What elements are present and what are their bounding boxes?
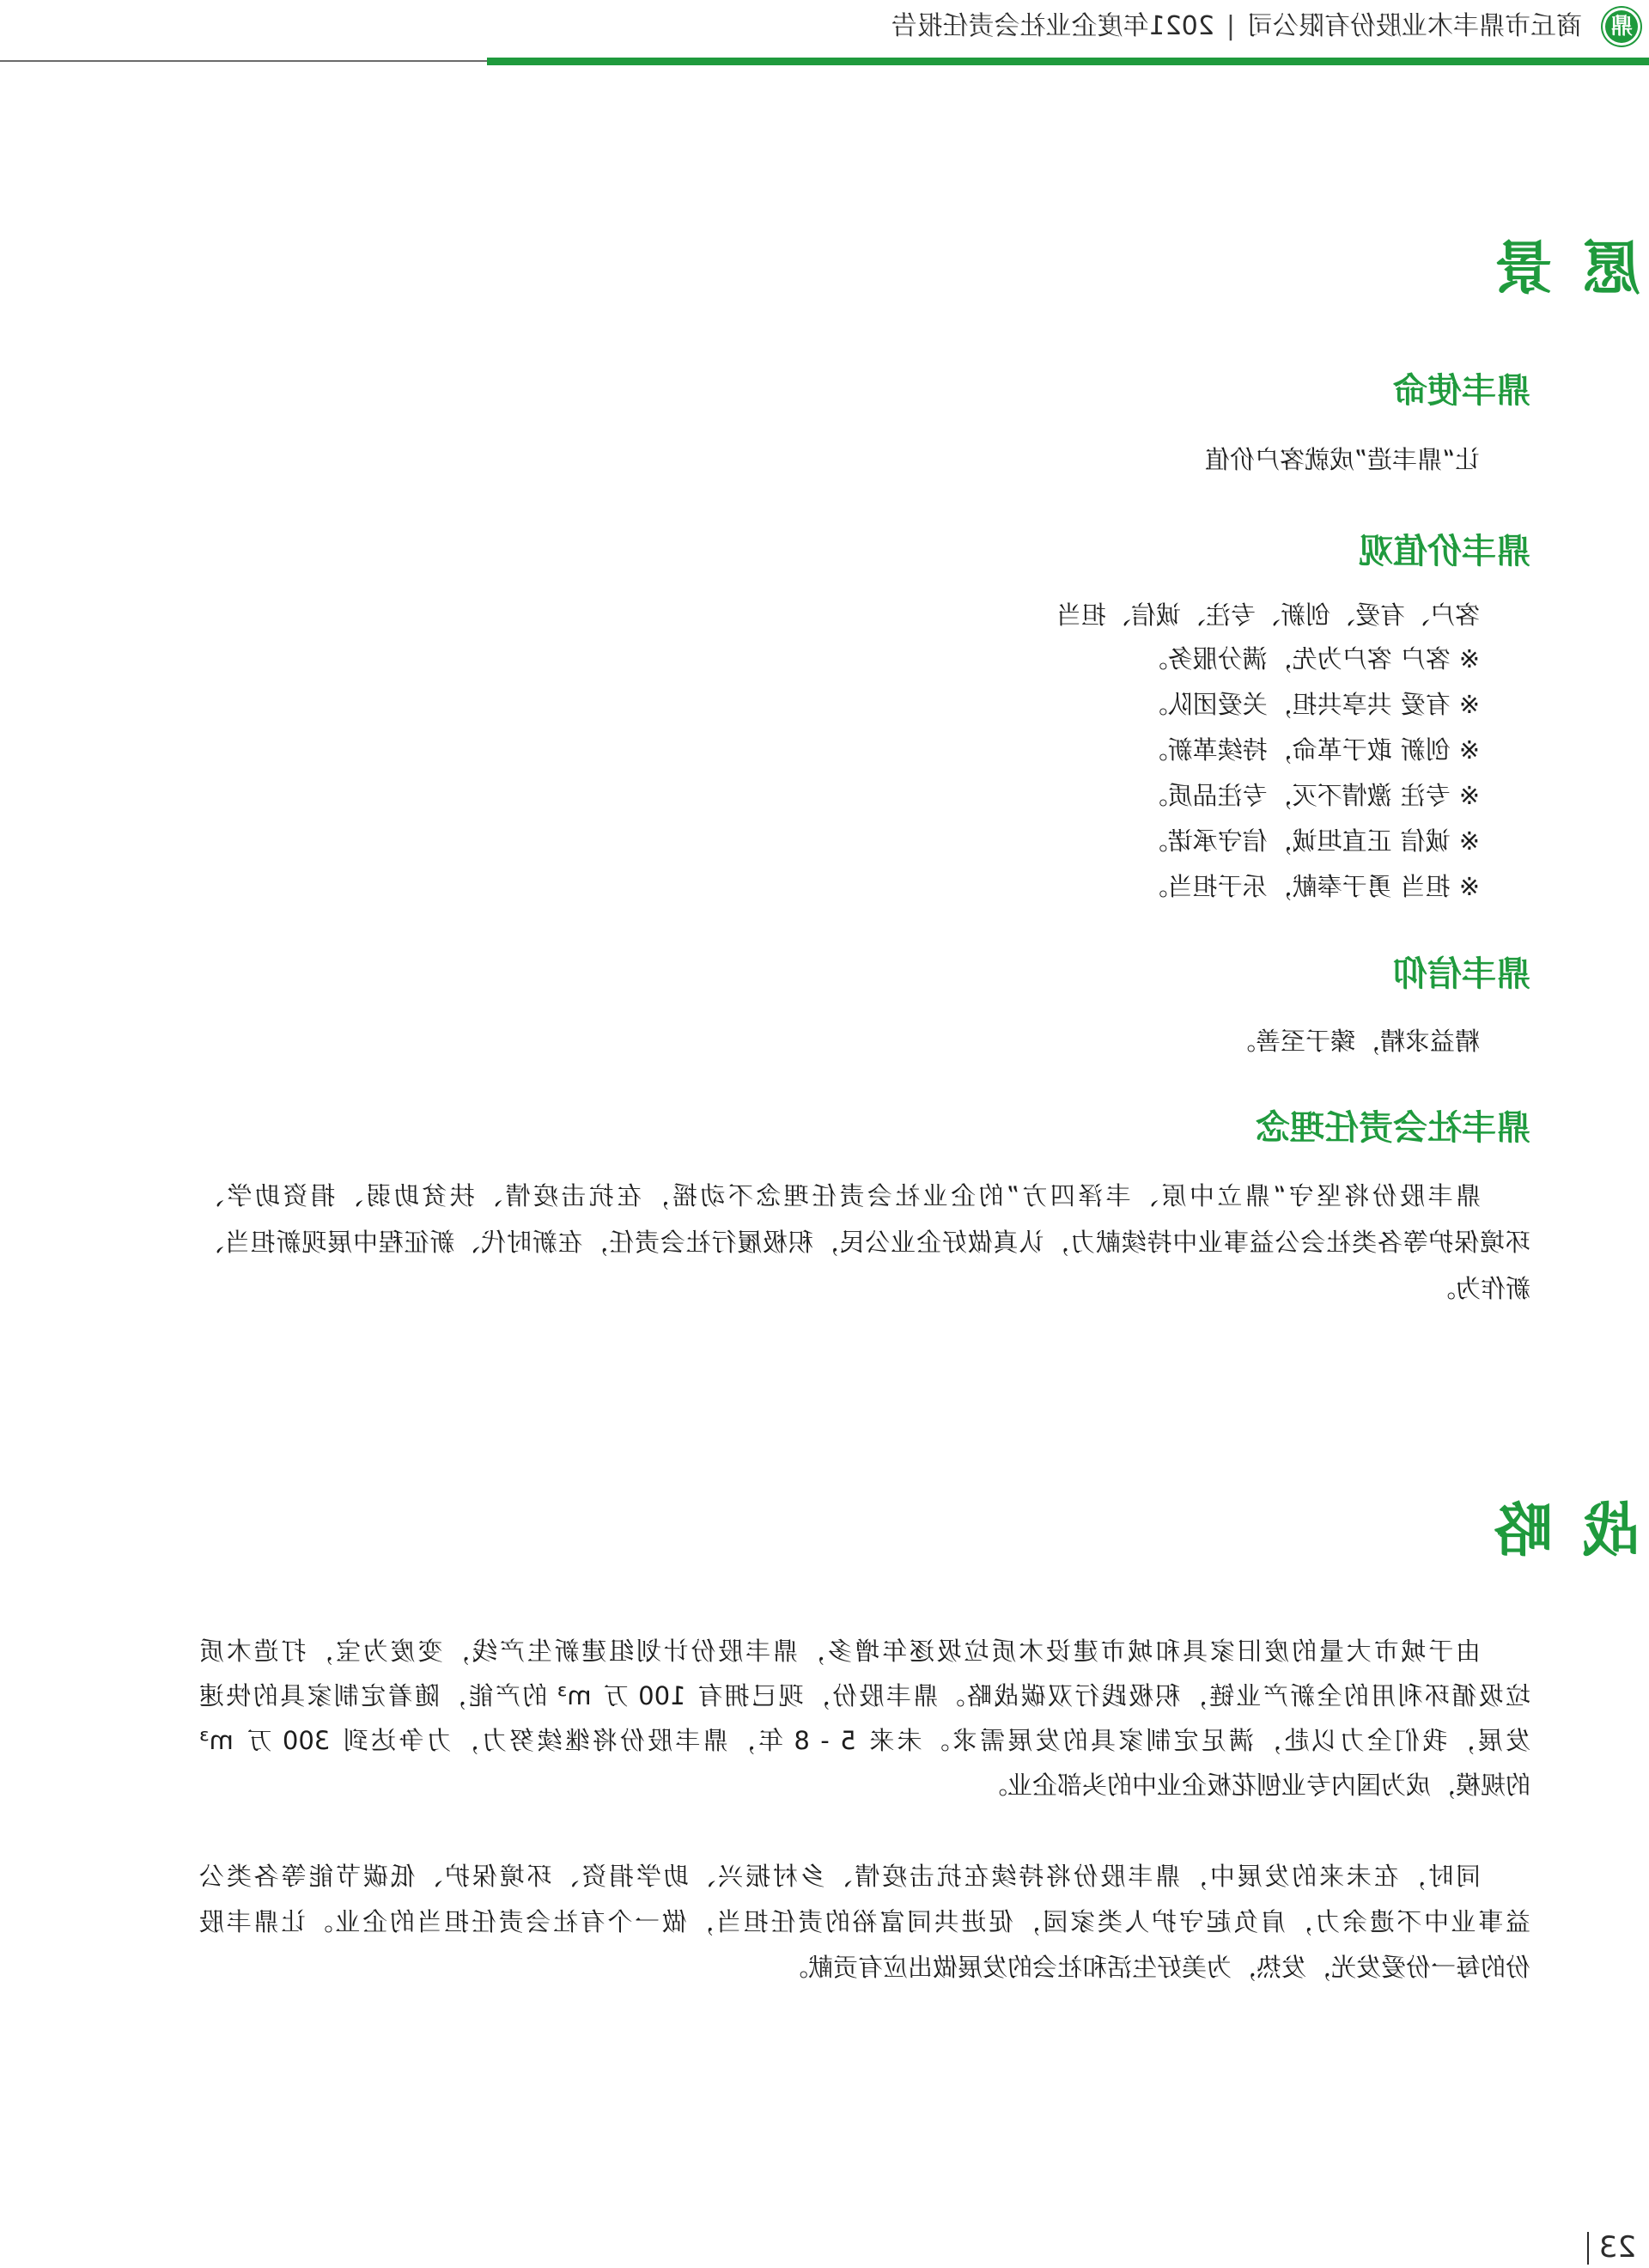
belief-heading: 鼎丰信仰: [1393, 954, 1530, 994]
value-item-integrity: [1143, 822, 1480, 868]
paragraph-line: 发展，我们全力以赴，满足定制家具的发展需求。未来 5 - 8 年，鼎丰股份将继续努力，力争达到 300 万 m³: [199, 1726, 1530, 1755]
value-name: 担当: [1400, 872, 1451, 901]
paragraph-line: 由于城市大量的废旧家具和城市建设木质垃圾逐年增多，鼎丰股份计划组建新生产线，变废为宝，打造木质: [199, 1637, 1481, 1666]
values-summary: 客户、有爱、创新、专注、诚信、担当: [1056, 601, 1480, 630]
csr-heading: 鼎丰社会责任理念: [1256, 1108, 1530, 1148]
header-separator: |: [1226, 11, 1235, 41]
paragraph-line: 鼎丰股份将坚守“鼎立中原、丰泽四方”的企业社会责任理念不动摇，在抗击疫情、扶贫助弱、捐资助学、: [199, 1181, 1481, 1210]
reference-mark: ※: [1458, 644, 1480, 674]
value-description: 客户为先，满分服务。: [1142, 644, 1392, 674]
value-description: 正直坦诚，信守承诺。: [1142, 826, 1392, 856]
mission-text: 让“鼎丰造”成就客户价值: [1204, 445, 1480, 474]
paragraph-line: 垃圾循环利用的全新产业链，积极践行双碳战略。鼎丰股份，现已拥有 100 万 m³ 的产能，随着定制家具的快速: [199, 1681, 1530, 1710]
vision-title: 愿景: [1464, 235, 1640, 303]
reference-mark: ※: [1458, 872, 1480, 901]
value-name: 专注: [1400, 781, 1451, 810]
value-description: 敢于革命，持续革新。: [1142, 735, 1392, 765]
values-heading: 鼎丰价值观: [1359, 532, 1530, 571]
values-list: [1143, 640, 1480, 913]
strategy-paragraph-2: [199, 1854, 1530, 1991]
value-item-customer: [1143, 640, 1480, 686]
mission-heading: 鼎丰使命: [1393, 371, 1530, 411]
reference-mark: ※: [1458, 781, 1480, 810]
report-title: 2021年度企业社会责任报告: [891, 11, 1214, 41]
value-name: 有爱: [1400, 690, 1451, 719]
value-description: 共享共担，关爱团队。: [1142, 690, 1392, 719]
company-logo-icon: 鼎: [1603, 8, 1640, 46]
value-item-responsibility: [1143, 868, 1480, 913]
value-name: 客户: [1400, 644, 1451, 674]
paragraph-line: 新作为。: [1430, 1274, 1530, 1303]
reference-mark: ※: [1458, 690, 1480, 719]
csr-paragraph: [199, 1173, 1530, 1312]
value-name: 创新: [1400, 735, 1451, 765]
company-name: 商丘市鼎丰木业股份有限公司: [1247, 11, 1582, 41]
value-name: 诚信: [1400, 826, 1451, 856]
paragraph-line: 同时，在未来的发展中，鼎丰股份将持续在抗击疫情、乡村振兴、助学捐资、环境保护、低碳节能等各类公: [199, 1862, 1481, 1891]
value-description: 勇于奉献，乐于担当。: [1142, 872, 1392, 901]
strategy-title: 战略: [1464, 1497, 1640, 1565]
header-rule-green: [487, 58, 1649, 65]
value-item-innovation: [1143, 731, 1480, 777]
reference-mark: ※: [1458, 826, 1480, 856]
running-header: [891, 10, 1582, 43]
paragraph-line: 的规模，成为国内专业刨花板企业中的头部企业。: [982, 1771, 1530, 1800]
belief-text: 精益求精，臻于至善。: [1230, 1027, 1480, 1056]
paragraph-line: 份的每一份爱发光，发热，为美好生活和社会的发展做出应有贡献。: [782, 1953, 1530, 1982]
value-item-focus: [1143, 777, 1480, 822]
paragraph-line: 环境保护等各类社会公益事业中持续献力，认真做好企业公民，积极履行社会责任，在新时代、新征程中展现新担当、: [199, 1228, 1530, 1257]
page-number-divider: [1587, 2232, 1589, 2265]
header-rule-gray: [0, 60, 487, 62]
reference-mark: ※: [1458, 735, 1480, 765]
value-description: 激情不灭，专注品质。: [1142, 781, 1392, 810]
value-item-love: [1143, 686, 1480, 731]
strategy-paragraph-1: [199, 1629, 1530, 1808]
paragraph-line: 益事业中不遗余力，肩负起守护人类家园，促进共同富裕的责任担当，做一个有社会责任担当的企业。让鼎丰股: [199, 1907, 1530, 1936]
page-number: 23: [1598, 2230, 1636, 2265]
